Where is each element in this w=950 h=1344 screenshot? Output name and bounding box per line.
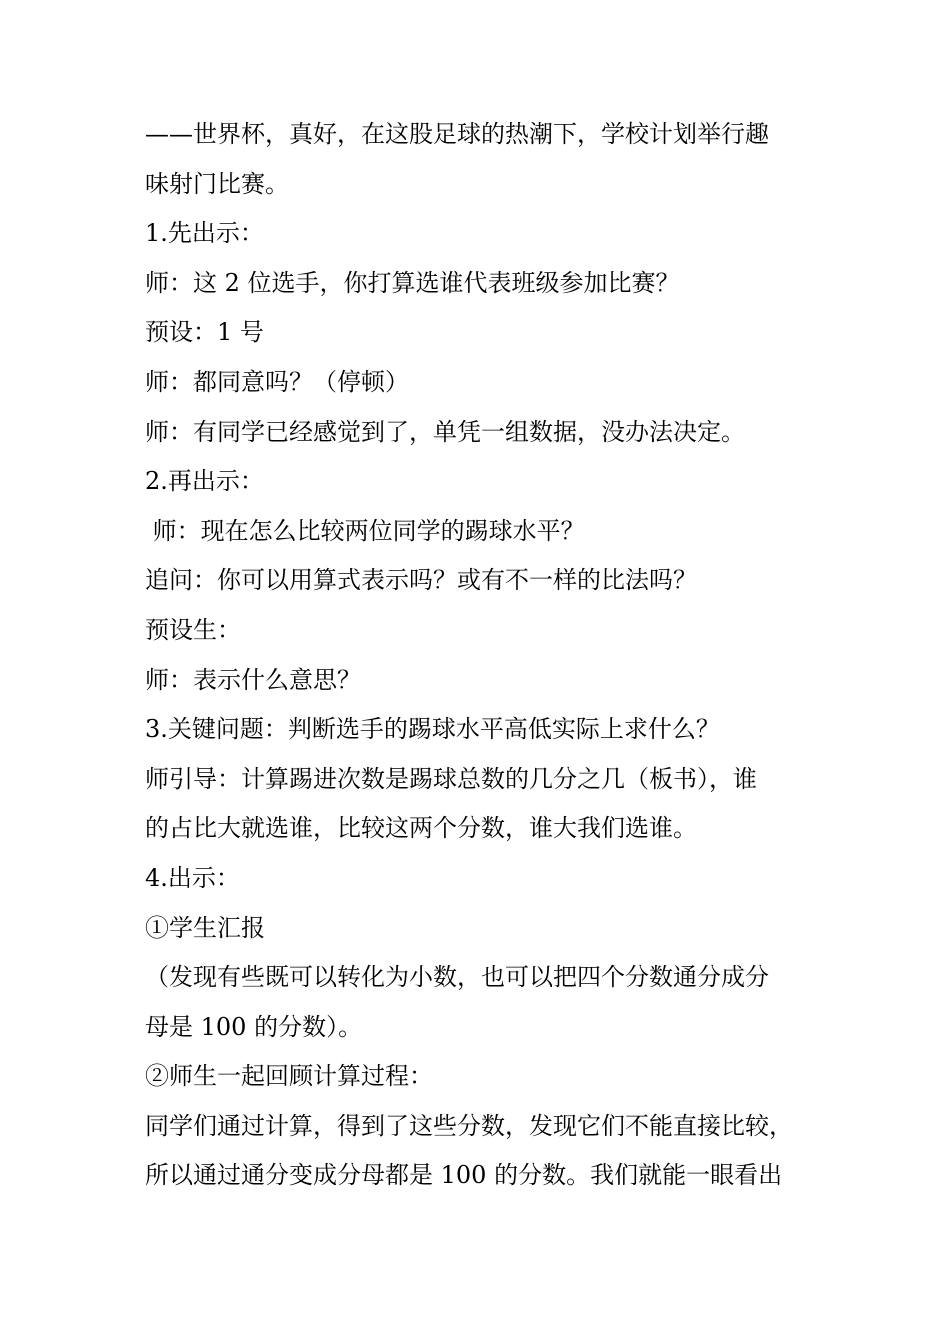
text-line: 同学们通过计算，得到了这些分数，发现它们不能直接比较， bbox=[145, 1111, 793, 1140]
document-body bbox=[145, 110, 815, 1201]
text-line: 母是 100 的分数）。 bbox=[145, 1012, 363, 1041]
text-line: 追问：你可以用算式表示吗？或有不一样的比法吗？ bbox=[145, 566, 697, 595]
text-line: （发现有些既可以转化为小数，也可以把四个分数通分成分 bbox=[145, 963, 769, 992]
section-heading: 4.出示： bbox=[145, 863, 240, 892]
text-line: 预设：1 号 bbox=[145, 318, 264, 347]
text-line: 师：都同意吗？（停顿） bbox=[145, 367, 409, 396]
text-line: ②师生一起回顾计算过程： bbox=[145, 1062, 433, 1091]
text-line: 师：这 2 位选手，你打算选谁代表班级参加比赛？ bbox=[145, 268, 680, 297]
section-heading: 3.关键问题：判断选手的踢球水平高低实际上求什么？ bbox=[145, 715, 720, 744]
section-heading: 1.先出示： bbox=[145, 219, 264, 248]
section-heading: 2.再出示： bbox=[145, 467, 264, 496]
text-line: 师：表示什么意思？ bbox=[145, 665, 361, 694]
text-line: 预设生： bbox=[145, 615, 241, 644]
text-line: ①学生汇报 bbox=[145, 913, 265, 942]
text-line: 所以通过通分变成分母都是 100 的分数。我们就能一眼看出 bbox=[145, 1161, 783, 1190]
text-line: 味射门比赛。 bbox=[145, 169, 289, 198]
text-line: ——世界杯，真好，在这股足球的热潮下，学校计划举行趣 bbox=[145, 120, 769, 148]
text-line: 师：现在怎么比较两位同学的踢球水平？ bbox=[145, 516, 585, 545]
text-line: 师引导：计算踢进次数是踢球总数的几分之几（板书），谁 bbox=[145, 764, 757, 793]
text-line: 的占比大就选谁，比较这两个分数，谁大我们选谁。 bbox=[145, 814, 697, 843]
text-line: 师：有同学已经感觉到了，单凭一组数据，没办法决定。 bbox=[145, 417, 745, 446]
